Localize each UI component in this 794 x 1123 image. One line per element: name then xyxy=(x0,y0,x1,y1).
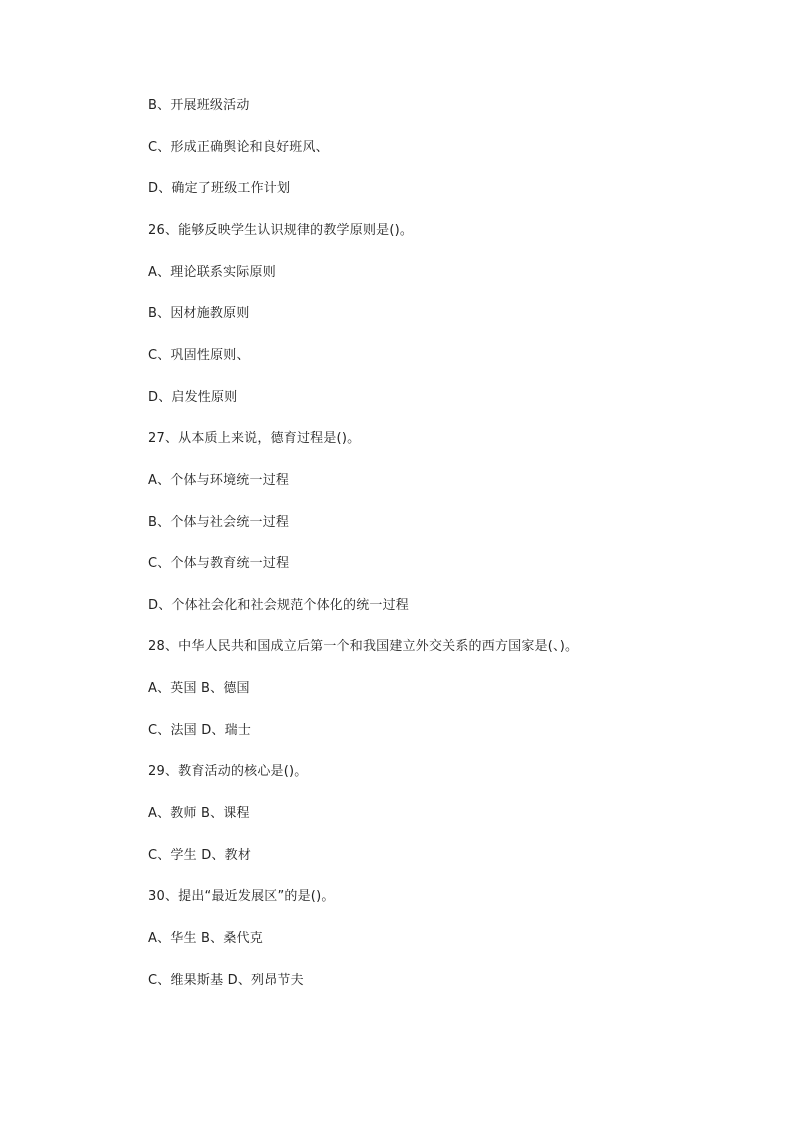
question-line: 27、从本质上来说，德育过程是()。 xyxy=(148,431,361,446)
question-line: 30、提出“最近发展区”的是()。 xyxy=(148,889,335,904)
option-line: C、个体与教育统一过程 xyxy=(148,556,290,571)
option-line: C、形成正确舆论和良好班风、 xyxy=(148,140,329,155)
option-line: A、个体与环境统一过程 xyxy=(148,473,290,488)
option-line: C、法国 D、瑞士 xyxy=(148,723,252,738)
option-line: C、巩固性原则、 xyxy=(148,348,250,363)
option-line: A、英国 B、德国 xyxy=(148,681,250,696)
question-line: 26、能够反映学生认识规律的教学原则是()。 xyxy=(148,223,414,238)
option-line: B、因材施教原则 xyxy=(148,306,250,321)
question-line: 29、教育活动的核心是()。 xyxy=(148,764,308,779)
option-line: A、理论联系实际原则 xyxy=(148,265,276,280)
option-line: B、开展班级活动 xyxy=(148,98,250,113)
option-line: C、维果斯基 D、列昂节夫 xyxy=(148,973,304,988)
option-line: D、确定了班级工作计划 xyxy=(148,181,291,196)
option-line: B、个体与社会统一过程 xyxy=(148,515,290,530)
option-line: A、华生 B、桑代克 xyxy=(148,931,263,946)
option-line: A、教师 B、课程 xyxy=(148,806,250,821)
option-line: D、启发性原则 xyxy=(148,390,238,405)
option-line: D、个体社会化和社会规范个体化的统一过程 xyxy=(148,598,410,613)
option-line: C、学生 D、教材 xyxy=(148,848,252,863)
question-line: 28、中华人民共和国成立后第一个和我国建立外交关系的西方国家是(、)。 xyxy=(148,639,579,654)
